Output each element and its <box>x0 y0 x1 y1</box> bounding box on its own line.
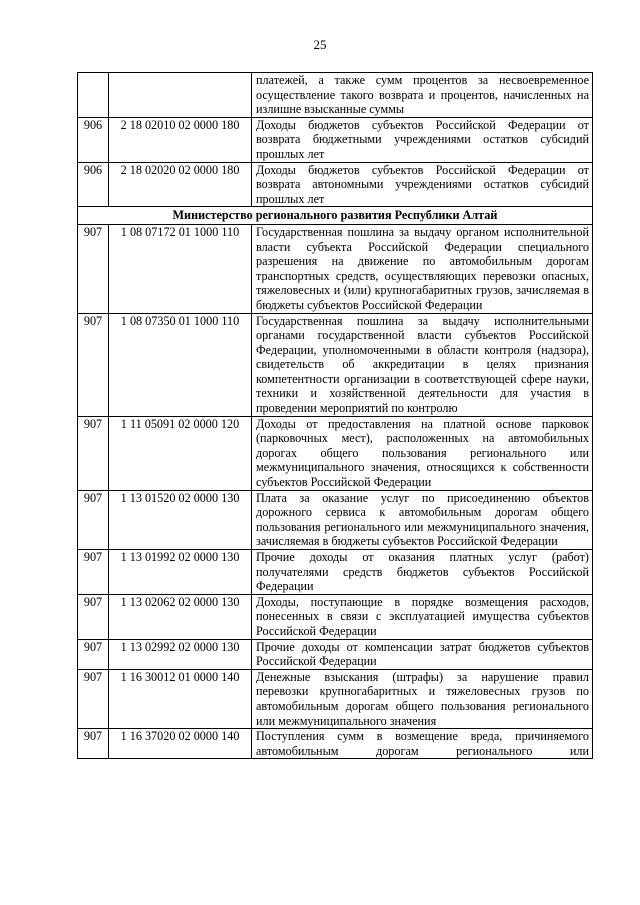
table-row <box>78 224 593 313</box>
admin-code-cell: 907 <box>78 550 109 595</box>
table-row <box>78 669 593 728</box>
budget-code-cell: 1 13 01992 02 0000 130 <box>109 550 252 595</box>
table-row <box>78 490 593 549</box>
budget-code-cell: 1 13 01520 02 0000 130 <box>109 490 252 549</box>
admin-code-cell: 906 <box>78 162 109 207</box>
admin-code-cell: 907 <box>78 594 109 639</box>
budget-code-cell: 1 08 07350 01 1000 110 <box>109 313 252 416</box>
admin-code-cell: 907 <box>78 416 109 490</box>
table-row <box>78 416 593 490</box>
description-cell: Доходы бюджетов субъектов Российской Федерации от возврата автономными учреждениями остатков субсидий прошлых лет <box>252 162 593 207</box>
description-cell: Прочие доходы от оказания платных услуг (работ) получателями средств бюджетов субъектов Российской Федерации <box>252 550 593 595</box>
admin-code-cell: 907 <box>78 490 109 549</box>
description-cell: Прочие доходы от компенсации затрат бюджетов субъектов Российской Федерации <box>252 639 593 669</box>
table-row <box>78 73 593 118</box>
description-cell: Денежные взыскания (штрафы) за нарушение правил перевозки крупногабаритных и тяжеловесных грузов по автомобильным дорогам общего пользования регионального или межмуниципального значения <box>252 669 593 728</box>
description-cell: Плата за оказание услуг по присоединению объектов дорожного сервиса к автомобильным дорогам общего пользования регионального или межмуниципального значения, зачисляемая в бюджеты субъектов Российской Федерации <box>252 490 593 549</box>
section-header-row <box>78 207 593 225</box>
budget-code-cell: 1 13 02992 02 0000 130 <box>109 639 252 669</box>
admin-code-cell <box>78 73 109 118</box>
table-row <box>78 729 593 759</box>
admin-code-cell: 907 <box>78 639 109 669</box>
budget-code-cell: 1 13 02062 02 0000 130 <box>109 594 252 639</box>
admin-code-cell: 907 <box>78 313 109 416</box>
description-cell: Доходы от предоставления на платной основе парковок (парковочных мест), расположенных на автомобильных дорогах общего пользования регионального или межмуниципального значения, относящихся к собственности субъектов Российской Федерации <box>252 416 593 490</box>
page-number: 25 <box>313 37 327 52</box>
description-cell: Доходы бюджетов субъектов Российской Федерации от возврата бюджетными учреждениями остатков субсидий прошлых лет <box>252 117 593 162</box>
budget-code-cell: 2 18 02010 02 0000 180 <box>109 117 252 162</box>
admin-code-cell: 907 <box>78 729 109 759</box>
section-title: Министерство регионального развития Республики Алтай <box>78 207 593 225</box>
budget-code-cell <box>109 73 252 118</box>
description-cell: Государственная пошлина за выдачу исполнительными органами государственной власти субъектов Российской Федерации, уполномоченными в области контроля (надзора), свидетельств об аккредитации в целях признания компетентности организации в соответствующей сфере науки, техники и хозяйственной деятельности для участия в проведении мероприятий по контролю <box>252 313 593 416</box>
table-row <box>78 594 593 639</box>
budget-code-cell: 1 16 30012 01 0000 140 <box>109 669 252 728</box>
budget-code-cell: 1 08 07172 01 1000 110 <box>109 224 252 313</box>
table-row <box>78 313 593 416</box>
table-row <box>78 639 593 669</box>
table-row <box>78 162 593 207</box>
admin-code-cell: 907 <box>78 669 109 728</box>
budget-code-cell: 1 11 05091 02 0000 120 <box>109 416 252 490</box>
budget-code-cell: 1 16 37020 02 0000 140 <box>109 729 252 759</box>
table-row <box>78 550 593 595</box>
admin-code-cell: 906 <box>78 117 109 162</box>
description-cell: платежей, а также сумм процентов за несвоевременное осуществление такого возврата и процентов, начисленных на излишне взысканные суммы <box>252 73 593 118</box>
description-cell: Государственная пошлина за выдачу органом исполнительной власти субъекта Российской Федерации специального разрешения на движение по автомобильным дорогам транспортных средств, осуществляющих перевозки опасных, тяжеловесных и (или) крупногабаритных грузов, зачисляемая в бюджеты субъектов Российской Федерации <box>252 224 593 313</box>
budget-code-cell: 2 18 02020 02 0000 180 <box>109 162 252 207</box>
description-cell: Доходы, поступающие в порядке возмещения расходов, понесенных в связи с эксплуатацией имущества субъектов Российской Федерации <box>252 594 593 639</box>
revenue-codes-table <box>77 72 593 759</box>
table-row <box>78 117 593 162</box>
admin-code-cell: 907 <box>78 224 109 313</box>
description-cell: Поступления сумм в возмещение вреда, причиняемого автомобильным дорогам регионального или <box>252 729 593 759</box>
